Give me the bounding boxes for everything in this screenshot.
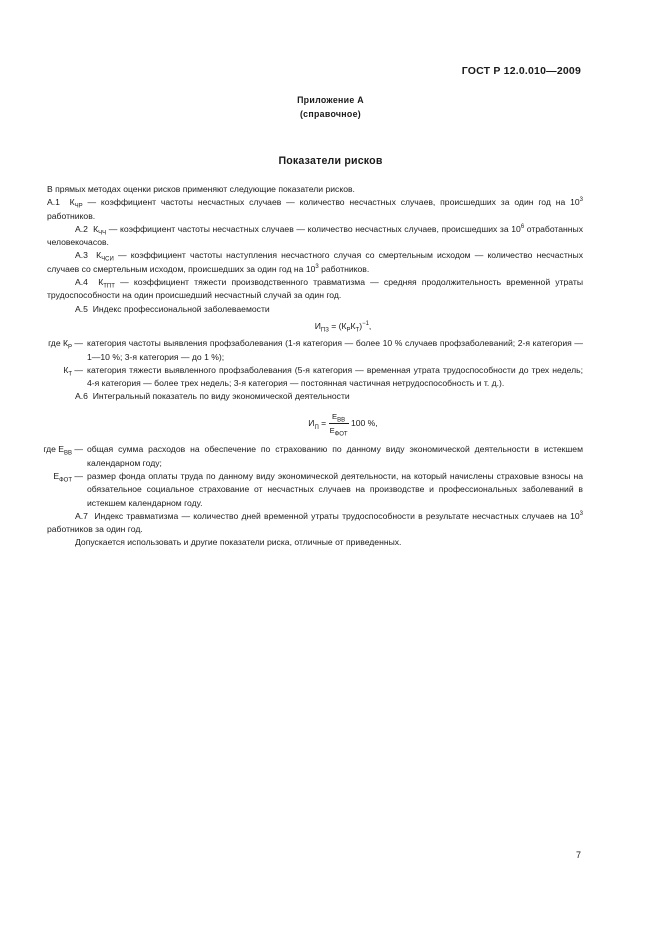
item-a3-text2: работников.	[318, 263, 370, 274]
formula-a5-lhs: И	[314, 320, 321, 331]
item-a3	[47, 249, 583, 276]
definition-efot-key	[27, 470, 87, 510]
formula-a6-lhs: И	[308, 417, 315, 428]
formula-a5-eq: = (К	[328, 320, 347, 331]
def-dash: —	[72, 444, 83, 455]
def-key-text: Е	[53, 470, 60, 481]
definition-kr-key	[27, 337, 87, 364]
item-a3-symbol: К	[96, 250, 102, 261]
appendix-label: Приложение А	[297, 95, 364, 105]
item-a3-sub: ЧСИ	[101, 257, 114, 264]
definition-kr	[27, 337, 583, 364]
definition-kt-text: категория тяжести выявленного профзаболевания (5-я категория — временная утрата трудоспособности до трех недель; 4-я категория — более трех недель; 3-я категория — постоянная частичная нетрудоспособность и т. д.).	[87, 364, 583, 389]
def-dash: —	[72, 470, 83, 481]
def-key-sub: Р	[68, 344, 73, 351]
numerator-sub: ВВ	[337, 417, 346, 424]
denominator-sub: ФОТ	[334, 431, 348, 438]
item-a2	[47, 223, 583, 250]
closing-text: Допускается использовать и другие показатели риска, отличные от приведенных.	[75, 537, 402, 548]
item-a7-number: А.7	[75, 510, 88, 521]
formula-a5	[75, 320, 611, 333]
definition-kt-key	[27, 364, 87, 391]
item-a2-sup: 6	[520, 224, 525, 231]
appendix-note: (справочное)	[299, 109, 362, 119]
formula-a5-power: −1	[362, 321, 369, 328]
numerator-symbol: Е	[332, 411, 338, 421]
def-key-text: К	[63, 364, 69, 375]
def-key-text: где Е	[43, 444, 64, 455]
item-a1-symbol: К	[69, 197, 75, 208]
formula-a5-sub1: Р	[346, 327, 351, 334]
item-a2-number: А.2	[75, 223, 88, 234]
item-a3-text1: — коэффициент частоты наступления несчастного случая со смертельным исходом — количество несчастных случаев со смертельным исходом, происшедших за один год на 10	[47, 250, 584, 274]
item-a2-sub: ЧЧ	[98, 230, 107, 237]
denominator-symbol: Е	[329, 426, 335, 436]
item-a4-number: А.4	[75, 277, 88, 288]
item-a7-sup: 3	[579, 510, 583, 517]
fraction-numerator	[329, 410, 349, 424]
item-a6-text: Интегральный показатель по виду экономической деятельности	[92, 391, 350, 402]
formula-a5-close: )	[359, 320, 363, 331]
definitions-a6	[27, 443, 583, 509]
def-key-sub: ВВ	[64, 451, 73, 458]
def-key-sub: Т	[68, 371, 73, 378]
item-a1-text2: работников.	[47, 210, 96, 221]
section-title: Показатели рисков	[278, 155, 383, 167]
item-a7	[47, 510, 583, 537]
document-body	[43, 183, 584, 550]
definition-evv-key	[27, 443, 87, 470]
item-a4-symbol: К	[98, 277, 104, 288]
item-a1-sub: ЧР	[74, 204, 83, 211]
item-a7-text1: Индекс травматизма — количество дней временной утраты трудоспособности в результате несчастных случаев на 10	[94, 510, 580, 521]
item-a1-text1: — коэффициент частоты несчастных случаев — количество несчастных случаев, происшедших за один год на 10	[82, 197, 580, 208]
item-a5	[47, 303, 583, 316]
definitions-a5	[27, 337, 583, 390]
standard-designation: ГОСТ Р 12.0.010—2009	[461, 65, 581, 77]
item-a4	[47, 276, 583, 303]
formula-a6-eq: =	[318, 417, 329, 428]
item-a7-text2: работников за один год.	[47, 524, 143, 535]
item-a5-number: А.5	[75, 303, 88, 314]
def-dash: —	[72, 364, 83, 375]
item-a2-symbol: К	[93, 223, 99, 234]
closing-paragraph	[47, 536, 583, 549]
item-a4-sub: ТПТ	[103, 283, 115, 290]
formula-a5-end: ,	[368, 320, 372, 331]
definition-kr-text: категория частоты выявления профзаболевания (1-я категория — более 10 % случаев профзаболеваний; 2-я категория — 1—10 %; 3-я категория — до 1 %);	[87, 338, 583, 362]
formula-a5-sub2: Т	[355, 327, 360, 334]
item-a4-text: — коэффициент тяжести производственного травматизма — средняя продолжительность временной утраты трудоспособности на один происшедший несчастный случай за один год.	[47, 277, 583, 301]
def-dash: —	[72, 338, 83, 349]
item-a5-text: Индекс профессиональной заболеваемости	[92, 303, 270, 314]
def-key-text: где К	[48, 338, 68, 349]
fraction-denominator	[329, 424, 349, 437]
item-a1-number: А.1	[47, 197, 60, 208]
item-a3-number: А.3	[75, 250, 88, 261]
formula-a6-fraction	[329, 410, 349, 438]
formula-a6	[75, 410, 611, 438]
def-key-sub: ФОТ	[59, 477, 73, 484]
formula-a6-lhs-sub: П	[314, 424, 319, 431]
definition-evv-text: общая сумма расходов на обеспечение по страхованию по данному виду экономической деятельности в истекшем календарном году;	[87, 444, 583, 468]
item-a6	[47, 390, 583, 403]
definition-evv	[27, 443, 583, 470]
item-a1-sup: 3	[579, 197, 583, 204]
item-a2-text2: отработанных человекочасов.	[47, 223, 583, 248]
formula-a5-k: К	[350, 320, 356, 331]
item-a2-text1: — коэффициент частоты несчастных случаев — количество несчастных случаев, происшедших за 10	[106, 223, 521, 234]
formula-a6-tail: 100 %,	[348, 417, 378, 428]
formula-a5-lhs-sub: ПЗ	[320, 327, 329, 334]
intro-text: В прямых методах оценки рисков применяют следующие показатели рисков.	[47, 184, 355, 194]
definition-kt	[27, 364, 583, 391]
item-a6-number: А.6	[75, 391, 88, 402]
page-number: 7	[575, 850, 581, 860]
definition-efot	[27, 470, 583, 510]
definition-efot-text: размер фонда оплаты труда по данному виду экономической деятельности, на который начислены страховые взносы на обязательное социальное страхование от несчастных случаев на производстве и профессиональных заболеваний в истекшем календарном году.	[87, 470, 583, 508]
intro-paragraph	[47, 183, 583, 196]
item-a1	[47, 196, 583, 223]
item-a3-sup: 3	[315, 263, 319, 270]
